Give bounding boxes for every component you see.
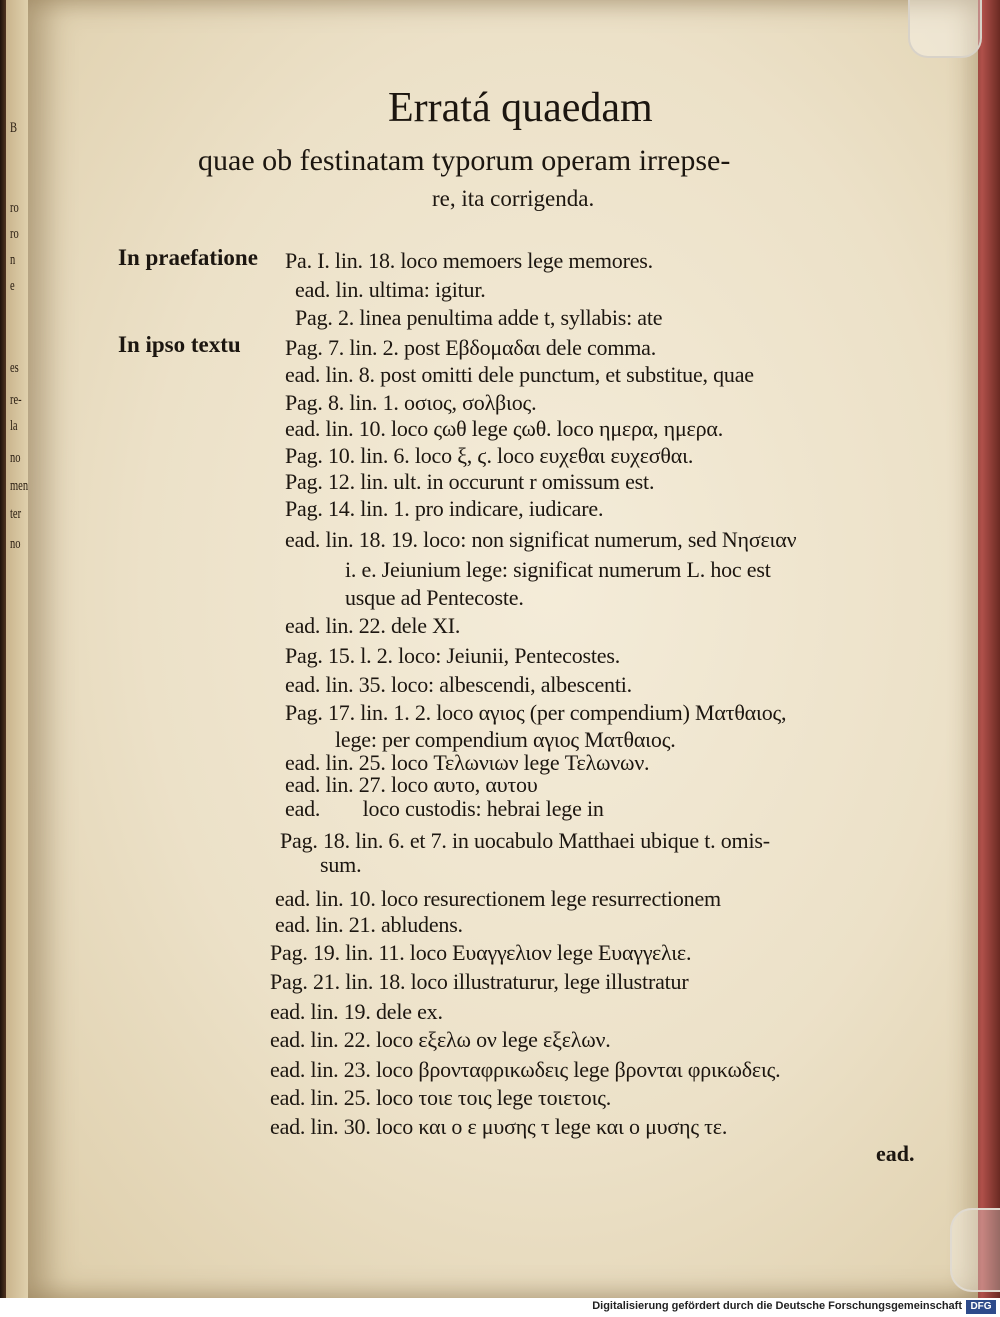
errata-line: ead. lin. ultima: igitur. bbox=[295, 277, 486, 302]
errata-line: Pag. 7. lin. 2. post Εβδομαδαι dele comma. bbox=[285, 335, 657, 360]
page-subtitle: quae ob festinatam typorum operam irrepse- bbox=[198, 144, 731, 177]
errata-line: ead. lin. 22. loco εξελω ον lege εξελων. bbox=[270, 1027, 611, 1052]
errata-line: Pag. 2. linea penultima adde t, syllabis: ate bbox=[295, 305, 663, 330]
errata-line: ead. lin. 22. dele XI. bbox=[285, 613, 461, 638]
margin-fragment: ro bbox=[10, 200, 19, 216]
errata-line: Pag. 15. l. 2. loco: Jeiunii, Pentecostes. bbox=[285, 643, 621, 668]
errata-line: Pag. 17. lin. 1. 2. loco αγιος (per compendium) Ματθαιος, bbox=[285, 700, 787, 725]
errata-line: Pag. 14. lin. 1. pro indicare, iudicare. bbox=[285, 496, 604, 521]
errata-line: Pag. 8. lin. 1. οσιος, σολβιος. bbox=[285, 390, 537, 415]
margin-fragment: la bbox=[10, 418, 18, 434]
errata-line: ead. lin. 35. loco: albescendi, albescenti. bbox=[285, 672, 632, 697]
errata-line: ead. lin. 23. loco βρονταφρικωδεις lege βρονται φρικωδεις. bbox=[270, 1057, 781, 1082]
errata-line: ead. lin. 10. loco ςωθ lege ςωθ. loco ημερα, ημερα. bbox=[285, 416, 723, 441]
margin-fragment: re- bbox=[10, 392, 22, 408]
errata-line: Pa. I. lin. 18. loco memoers lege memores. bbox=[285, 248, 653, 273]
page-title: Erratá quaedam bbox=[388, 85, 653, 131]
errata-line: lege: per compendium αγιος Ματθαιος. bbox=[335, 727, 676, 752]
errata-line: Pag. 21. lin. 18. loco illustraturur, lege illustratur bbox=[270, 969, 689, 994]
errata-line: ead. loco custodis: hebrai lege in bbox=[285, 796, 604, 821]
errata-line: Pag. 18. lin. 6. et 7. in uocabulo Matthaei ubique t. omis- bbox=[280, 828, 770, 853]
section-label-textus: In ipso textu bbox=[118, 332, 241, 357]
errata-line: ead. lin. 21. abludens. bbox=[275, 912, 463, 937]
errata-line: ead. lin. 25. loco τοιε τοις lege τοιετοις. bbox=[270, 1085, 612, 1110]
footer-credit: Digitalisierung gefördert durch die Deutsche Forschungsgemeinschaft bbox=[592, 1300, 962, 1312]
footer-bar bbox=[0, 1298, 1000, 1317]
errata-line: ead. lin. 18. 19. loco: non significat numerum, sed Νησειαν bbox=[285, 527, 797, 552]
catchword: ead. bbox=[876, 1141, 915, 1166]
margin-fragment: ro bbox=[10, 226, 19, 242]
errata-line: ead. lin. 10. loco resurectionem lege resurrectionem bbox=[275, 886, 721, 911]
page-clip-top bbox=[908, 0, 982, 58]
page-subtitle-continued: re, ita corrigenda. bbox=[432, 186, 595, 211]
errata-line: ead. lin. 8. post omitti dele punctum, et substitue, quae bbox=[285, 362, 754, 387]
dfg-logo: DFG bbox=[966, 1300, 996, 1314]
margin-fragment: ter bbox=[10, 506, 22, 522]
errata-line: Pag. 19. lin. 11. loco Ευαγγελιον lege Ευαγγελιε. bbox=[270, 940, 692, 965]
margin-fragment: no bbox=[10, 450, 21, 466]
document-page bbox=[28, 0, 978, 1298]
errata-line: sum. bbox=[320, 852, 362, 877]
page-clip-bottom bbox=[950, 1208, 1000, 1292]
errata-line: ead. lin. 19. dele ex. bbox=[270, 999, 443, 1024]
margin-fragment: B bbox=[10, 120, 18, 136]
margin-fragment: no bbox=[10, 536, 21, 552]
margin-fragment: e bbox=[10, 278, 15, 294]
errata-line: usque ad Pentecoste. bbox=[345, 585, 524, 610]
errata-line: ead. lin. 27. loco αυτο, αυτου bbox=[285, 772, 538, 797]
errata-line: ead. lin. 25. loco Τελωνιων lege Τελωνων. bbox=[285, 750, 650, 775]
errata-line: Pag. 12. lin. ult. in occurunt r omissum est. bbox=[285, 469, 655, 494]
section-label-praefatio: In praefatione bbox=[118, 245, 258, 270]
errata-line: i. e. Jeiunium lege: significat numerum L. hoc est bbox=[345, 557, 771, 582]
errata-line: ead. lin. 30. loco και ο ε μυσης τ lege και ο μυσης τε. bbox=[270, 1114, 728, 1139]
margin-fragment: men bbox=[10, 478, 29, 494]
errata-line: Pag. 10. lin. 6. loco ξ, ϛ. loco ευχεθαι ευχεσθαι. bbox=[285, 443, 694, 468]
margin-fragment: es bbox=[10, 360, 19, 376]
margin-fragment: n bbox=[10, 252, 16, 268]
